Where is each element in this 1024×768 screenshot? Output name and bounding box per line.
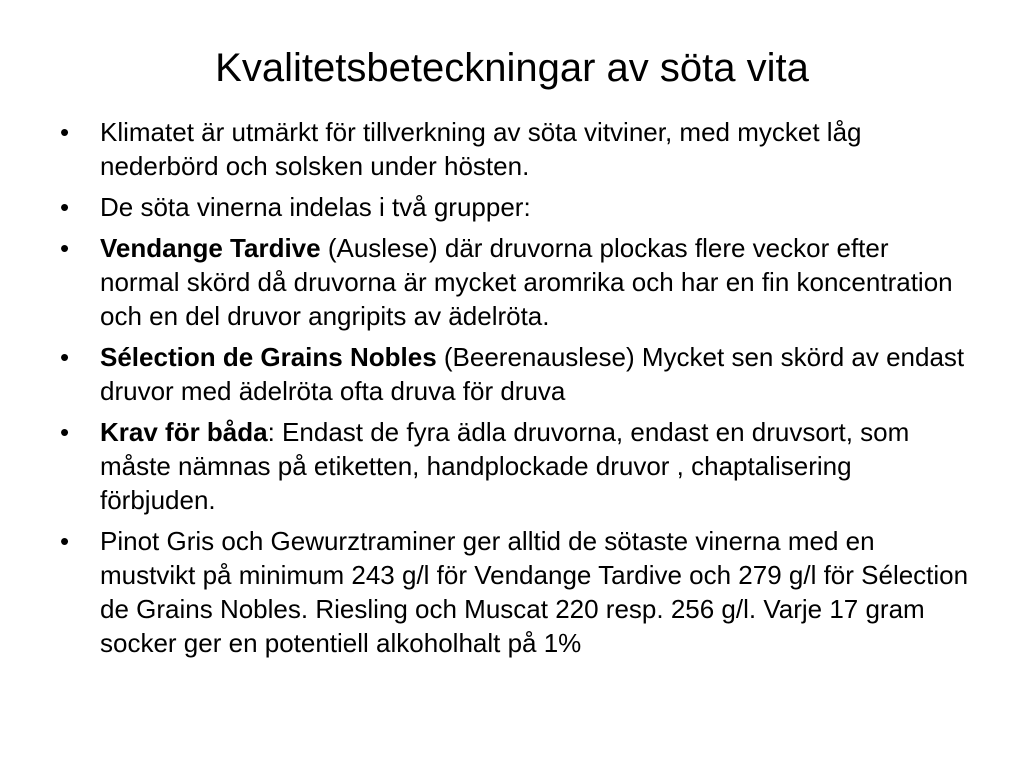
bullet-text: Pinot Gris och Gewurztraminer ger alltid de sötaste vinerna med en mustvikt på minimum 243 g/l för Vendange Tardive och 279 g/l för Sélection de Grains Nobles. Riesling och Muscat 220 resp. 256 g/l. Varje 17 gram socker ger en potentiell alkoholhalt på 1% [100, 526, 969, 658]
bullet-text: Klimatet är utmärkt för tillverkning av söta vitviner, med mycket låg nederbörd och solsken under hösten. [100, 117, 862, 181]
bullet-text: (Auslese) där druvorna plockas flere veckor efter normal skörd då druvorna är mycket aromrika och har en fin koncentration och en del druvor angripits av ädelröta. [100, 233, 953, 331]
slide-title: Kvalitetsbeteckningar av söta vita [215, 46, 809, 90]
bullet-text: : Endast de fyra ädla druvorna, endast en druvsort, som måste nämnas på etiketten, handplockade druvor , chaptalisering förbjuden. [100, 417, 910, 515]
bullet-icon: • [60, 233, 70, 263]
bullet-text: De söta vinerna indelas i två grupper: [100, 192, 531, 222]
bullet-item [60, 340, 970, 408]
bullet-item [60, 190, 970, 224]
bullet-bold-text: Vendange Tardive [100, 233, 321, 263]
bullet-icon: • [60, 117, 70, 147]
bullet-item [60, 115, 970, 183]
bullet-icon: • [60, 342, 70, 372]
bullet-icon: • [60, 192, 70, 222]
bullet-icon: • [60, 417, 70, 447]
bullet-item [60, 524, 970, 660]
bullet-text: (Beerenauslese) Mycket sen skörd av endast druvor med ädelröta ofta druva för druva [100, 342, 965, 406]
bullet-bold-text: Krav för båda [100, 417, 268, 447]
bullet-list [60, 115, 970, 667]
bullet-bold-text: Sélection de Grains Nobles [100, 342, 437, 372]
bullet-item [60, 231, 970, 333]
bullet-icon: • [60, 526, 70, 556]
bullet-item [60, 415, 970, 517]
